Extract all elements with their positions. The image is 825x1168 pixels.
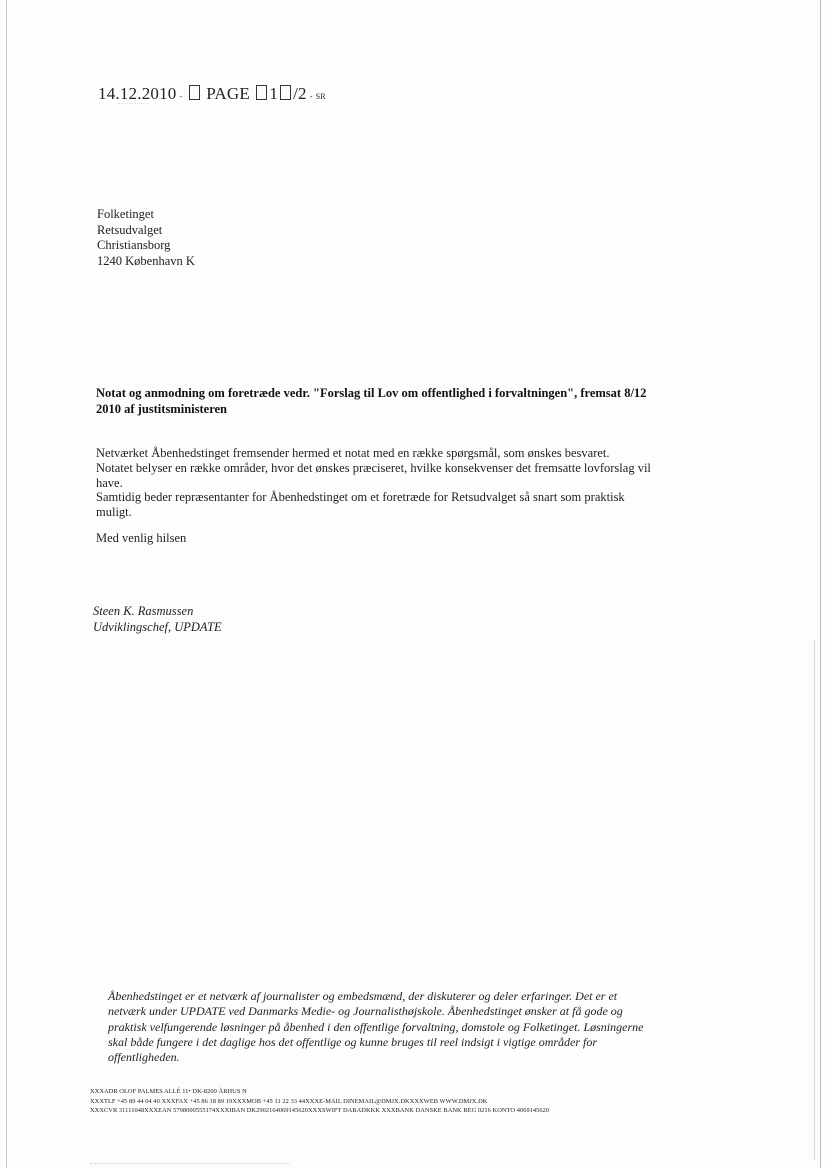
checkbox-glyph-icon: [280, 85, 291, 100]
fax-header: [98, 84, 326, 104]
address-line: Folketinget: [97, 207, 154, 221]
body-paragraph: Notatet belyser en række områder, hvor det ønskes præciseret, hvilke konsekvenser det fremsatte lovforslag vil have.: [96, 460, 651, 490]
contact-address: XXXADR OLOF PALMES ALLÉ 11• DK-8200 ÅRHUS N: [90, 1088, 247, 1095]
recipient-address: [97, 207, 195, 269]
fax-date: 14.12.2010: [98, 84, 177, 103]
body-paragraph: Netværket Åbenhedstinget fremsender hermed et notat med en række spørgsmål, som ønskes besvaret.: [96, 446, 610, 460]
signature-title: Udviklingschef, UPDATE: [93, 619, 222, 634]
scan-artifact-bottom: [90, 1163, 290, 1165]
fax-initials: SR: [315, 92, 326, 101]
address-line: Retsudvalget: [97, 222, 163, 237]
checkbox-glyph-icon: [256, 85, 267, 100]
fax-sep-2: -: [309, 92, 313, 101]
contact-bank: XXXCVR 31111048XXXEAN 5798000555174XXXIBAN DK2902164069145620XXXSWIFT DABADKKK XXXBANK DANSKE BANK REG 0216 KONTO 4069145620: [90, 1107, 550, 1114]
letter-subject: Notat og anmodning om foretræde vedr. "Forslag til Lov om offentlighed i forvaltningen", fremsat 8/12 2010 af justitsministeren: [96, 386, 647, 416]
contact-phones: XXXTLF +45 89 44 04 40 XXXFAX +45 86 18 89 19XXXMOB +45 11 22 33 44XXXE-MAIL DINEMAIL@DMJX.DKXXXWEB WWW.DMJX.DK: [90, 1097, 488, 1105]
footer-note: Åbenhedstinget er et netværk af journalister og embedsmænd, der diskuterer og deler erfaringer. Det er et netværk under UPDATE ved Danmarks Medie- og Journalisthøjskole. Åbenhedstinget ønsker at få gode og praktisk velfungerende løsninger på åbenhed i den offentlige forvaltning, domstole og Folketinget. Løsningerne skal både fungere i det daglige hos det offentlige og kunne bruges til reel indsigt i vigtige områder for offentligheden.: [108, 989, 644, 1065]
scan-speckle: [118, 103, 148, 114]
scan-edge-right: [820, 0, 821, 1168]
signature-name: Steen K. Rasmussen: [93, 604, 194, 618]
signature-block: [93, 604, 222, 635]
letter-body: [96, 446, 656, 520]
address-line: 1240 København K: [97, 253, 195, 268]
fax-page-label: PAGE: [206, 84, 250, 103]
fax-page-num: 1: [269, 84, 279, 103]
fax-page-total: /2: [293, 84, 307, 103]
scan-edge-left: [6, 0, 7, 1168]
contact-footer: [90, 1087, 549, 1116]
fax-sep-1: -: [179, 92, 183, 101]
scan-edge-right-inner: [814, 640, 815, 1160]
checkbox-glyph-icon: [189, 85, 200, 100]
closing-greeting: Med venlig hilsen: [96, 531, 187, 545]
body-paragraph: Samtidig beder repræsentanter for Åbenhedstinget om et foretræde for Retsudvalget så snart som praktisk muligt.: [96, 490, 625, 520]
address-line: Christiansborg: [97, 238, 171, 252]
